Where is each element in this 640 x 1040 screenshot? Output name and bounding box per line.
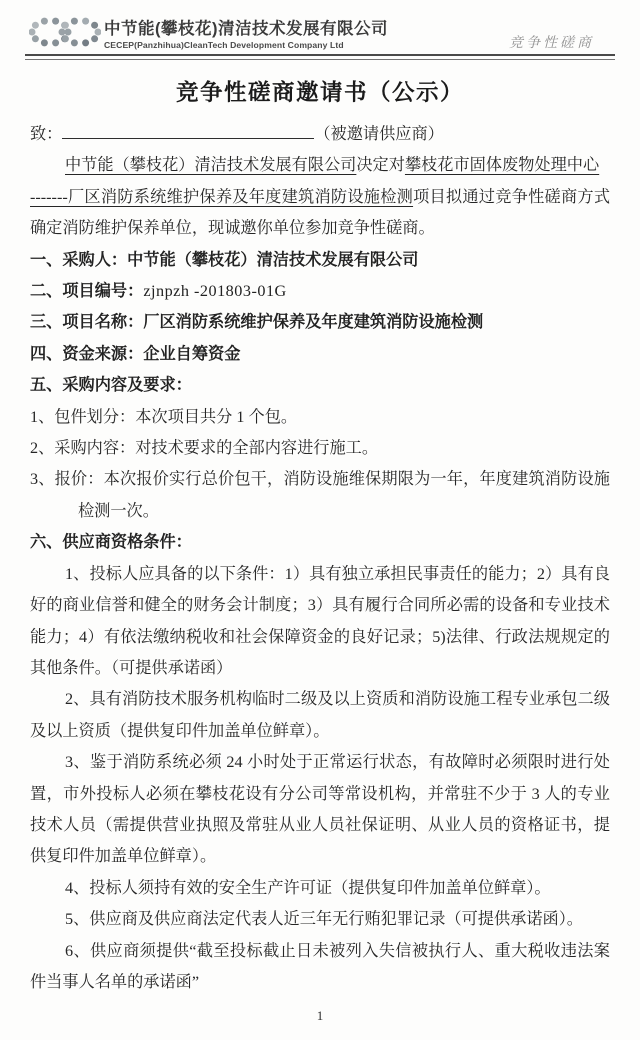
company-name-cn: 中节能(攀枝花)清洁技术发展有限公司: [104, 20, 388, 38]
document-title: 竞争性磋商邀请书（公示）: [175, 80, 464, 105]
section-project-name: 三、项目名称：厂区消防系统维护保养及年度建筑消防设施检测: [30, 313, 484, 332]
salutation-line: [30, 119, 610, 150]
section-funding: 四、资金来源：企业自筹资金: [30, 344, 241, 363]
intro-project-underlined-2: -------厂区消防系统维护保养及年度建筑消防设施检测: [30, 187, 414, 206]
intro-company-underlined: 中节能（攀枝花）清洁技术发展有限公司: [65, 156, 357, 175]
recipient-blank-line: [62, 123, 314, 139]
project-number-value: zjnpzh -201803-01G: [143, 282, 287, 301]
procurement-item-2: 2、采购内容：对技术要求的全部内容进行施工。: [30, 439, 379, 458]
section-buyer: 一、采购人：中节能（攀枝花）清洁技术发展有限公司: [30, 250, 419, 269]
qualification-item-3: 3、鉴于消防系统必须 24 小时处于正常运行状态，有故障时必须限时进行处置，市外投标人必须在攀枝花设有分公司等常设机构，并常驻不少于 3 人的专业技术人员（需提供营业执照及常驻从业人员社保证明、从业人员的资格证书，提供复印件加盖单位鲜章）。: [30, 753, 610, 866]
section-project-number: [30, 276, 610, 307]
section-qualification-header: 六、供应商资格条件：: [30, 533, 192, 552]
intro-connector: 决定对: [356, 156, 405, 175]
company-name-en: CECEP(Panzhihua)CleanTech Development Company Ltd: [104, 40, 344, 50]
qualification-item-5: 5、供应商及供应商法定代表人近三年无行贿犯罪记录（可提供承诺函）。: [65, 910, 583, 929]
header-rule-top: [25, 54, 615, 56]
company-logo-icon: [29, 13, 101, 51]
letterhead: [0, 0, 640, 62]
salutation-prefix: 致：: [30, 125, 63, 143]
procurement-item-1: 1、包件划分：本次项目共分 1 个包。: [30, 407, 298, 426]
header-rule-bottom: [25, 59, 615, 60]
document-body: [0, 119, 640, 998]
project-number-label: 二、项目编号：: [30, 282, 144, 301]
procurement-item-3: 3、报价：本次报价实行总价包干，消防设施维保期限为一年，年度建筑消防设施检测一次。: [30, 470, 610, 520]
intro-tail: 项目拟通过竞争性磋商方式确定消防维护保养单位，现诚邀你单位参加竞争性磋商。: [30, 187, 611, 238]
corner-watermark: 竞争性磋商: [509, 36, 594, 51]
intro-paragraph: [30, 150, 610, 244]
qualification-item-4: 4、投标人须持有效的安全生产许可证（提供复印件加盖单位鲜章）。: [65, 878, 551, 897]
company-name-block: [104, 20, 388, 50]
section-procurement-header: 五、采购内容及要求：: [30, 376, 192, 395]
qualification-item-2: 2、具有消防技术服务机构临时二级及以上资质和消防设施工程专业承包二级及以上资质（提供复印件加盖单位鲜章）。: [30, 690, 610, 740]
qualification-item-6: 6、供应商须提供“截至投标截止日未被列入失信被执行人、重大税收违法案件当事人名单的承诺函”: [30, 941, 610, 991]
qualification-item-1: 1、投标人应具备的以下条件：1）具有独立承担民事责任的能力；2）具有良好的商业信誉和健全的财务会计制度；3）具有履行合同所必需的设备和专业技术能力；4）有依法缴纳税收和社会保障资金的良好记录；5)法律、行政法规规定的其他条件。（可提供承诺函）: [30, 564, 610, 677]
intro-project-underlined-1: 攀枝花市固体废物处理中心: [404, 156, 600, 175]
recipient-label: （被邀请供应商）: [314, 125, 444, 143]
page-number: 1: [316, 1008, 324, 1023]
